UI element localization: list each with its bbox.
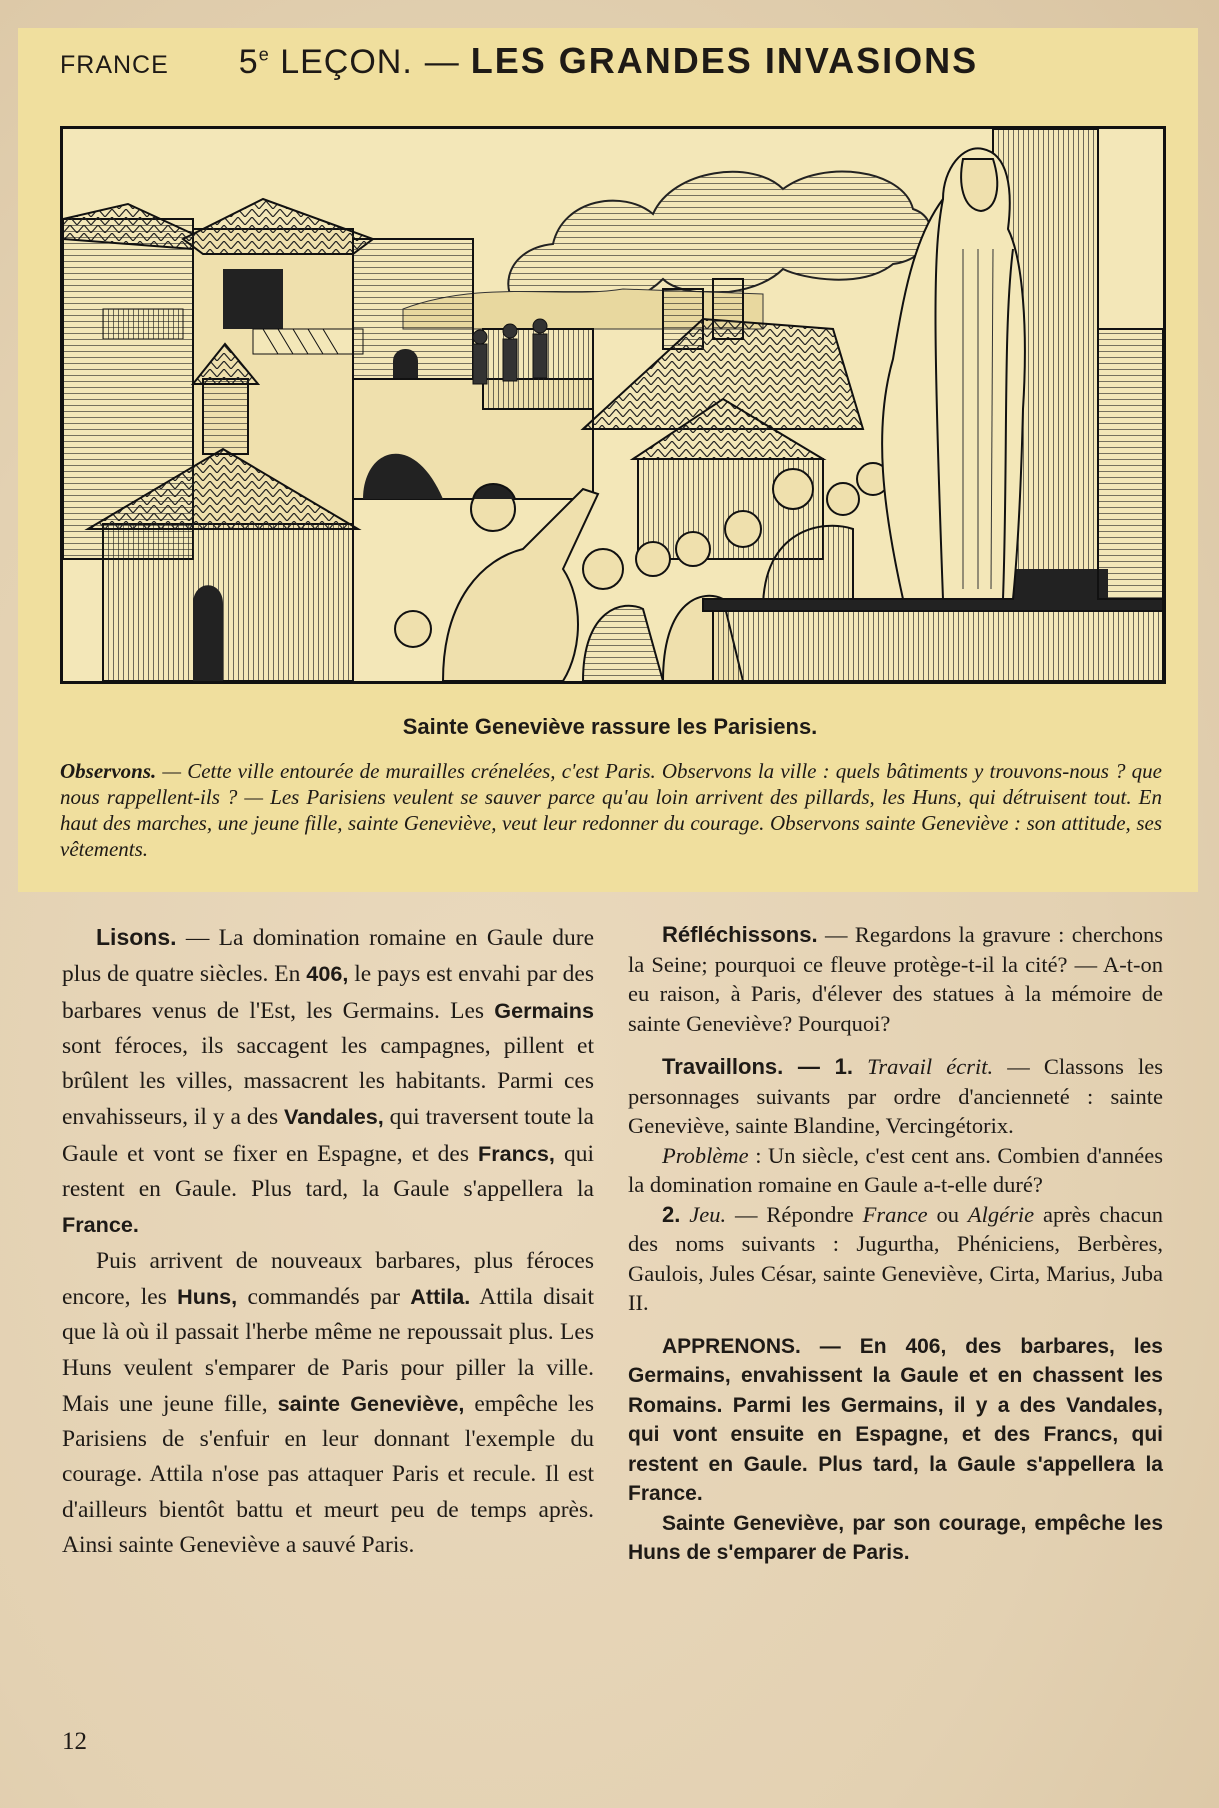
reflechissons-paragraph: Réfléchissons. — Regardons la gravure : cherchons la Seine; pourquoi ce fleuve protège-t-il la cité? — A-t-on eu raison, à Paris, d'élever des statues à la mémoire de sainte Geneviève? Pourquoi? [628,922,1163,1036]
header-separator: — [424,43,459,81]
lesson-number: 5e LEÇON. [238,43,413,81]
apprenons-paragraph-1: APPRENONS. — En 406, des barbares, les Germains, envahissent la Gaule et en chassent les Romains. Parmi les Germains, il y a des Vandales, qui vont ensuite en Espagne, et des Francs, qui restent en Gaule. Plus tard, la Gaule s'appellera la France. [628,1334,1163,1505]
jeu-paragraph: 2. Jeu. — Répondre France ou Algérie après chacun des noms suivants : Jugurtha, Phéniciens, Berbères, Gaulois, Jules César, sainte Geneviève, Cirta, Marius, Juba II. [628,1201,1163,1315]
apprenons-paragraph-2: Sainte Geneviève, par son courage, empêche les Huns de s'emparer de Paris. [628,1511,1163,1564]
lisons-paragraph-2: Puis arrivent de nouveaux barbares, plus féroces encore, les Huns, commandés par Attila. Attila disait que là où il passait l'herbe même ne repoussait plus. Les Huns veulent s'emparer de Paris pour piller la ville. Mais une jeune fille, sainte Geneviève, empêche les Parisiens de s'enfuir en leur donnant l'exemple du courage. Attila n'ose pas attaquer Paris et recule. Il est d'ailleurs bientôt battu et meurt peu de temps après. Ainsi sainte Geneviève a sauvé Paris. [62,1247,595,1559]
engraving-illustration [60,126,1166,684]
steps [703,599,1163,681]
lisons-column [62,920,594,1563]
page-number: 12 [62,1728,87,1755]
observons-text: — Cette ville entourée de murailles crénelées, c'est Paris. Observons la ville : quels bâtiments y trouvons-nous ? que nous rappellent-ils ? — Les Parisiens veulent se sauver parce qu'au loin arrivent des pillards, les Huns, qui détruisent tout. En haut des marches, une jeune fille, sainte Geneviève, veut leur redonner du courage. Observons sainte Geneviève : son attitude, ses vêtements. [60,759,1162,861]
exercises-column [628,920,1163,1568]
observons-lead: Observons. [60,759,157,783]
lisons-paragraph-1: Lisons. — La domination romaine en Gaule dure plus de quatre siècles. En 406, le pays est envahi par des barbares venus de l'Est, les Germains. Les Germains sont féroces, ils saccagent les campagnes, pillent et brûlent les villes, massacrent les habitants. Parmi ces envahisseurs, il y a des Vandales, qui traversent toute la Gaule et vont se fixer en Espagne, et des Francs, qui restent en Gaule. Plus tard, la Gaule s'appellera la France. [62,924,594,1238]
country-label: FRANCE [60,51,169,79]
lesson-header [60,40,1160,90]
observons-paragraph [60,758,1162,862]
probleme-paragraph: Problème : Un siècle, c'est cent ans. Combien d'années la domination romaine en Gaule a-t-elle duré? [628,1142,1163,1197]
illustration-caption: Sainte Geneviève rassure les Parisiens. [402,714,818,739]
engraving-svg [63,129,1163,681]
lesson-title: LES GRANDES INVASIONS [470,40,979,81]
travaillons-paragraph: Travaillons. — 1. Travail écrit. — Classons les personnages suivants par ordre d'ancienneté : sainte Geneviève, sainte Blandine, Vercingétorix. [628,1054,1164,1138]
